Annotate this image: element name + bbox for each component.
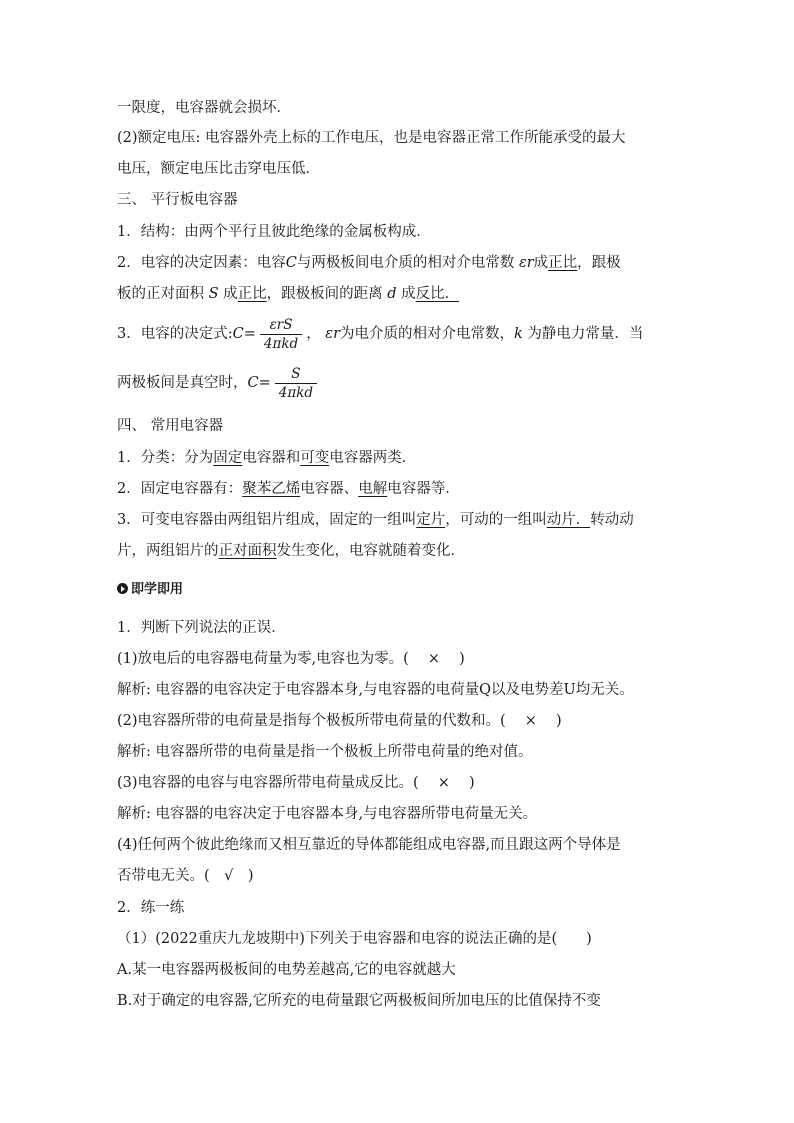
question-1-3: (3)电容器的电容与电容器所带电荷量成反比。( × ) (117, 775, 475, 791)
heading-parallel-plate-capacitor: 三、 平行板电容器 (117, 192, 238, 208)
section-practice: 即学即用 (117, 580, 687, 600)
question-1-1: (1)放电后的电容器电荷量为零,电容也为零。( × ) (117, 651, 465, 667)
answer-blank: 动片． (546, 512, 591, 528)
answer-blank: 正比 (237, 286, 267, 302)
text-line-1: 一限度，电容器就会损坏． (117, 100, 291, 116)
question-2-1: （1）(2022重庆九龙坡期中)下列关于电容器和电容的说法正确的是( ) (117, 931, 592, 947)
capacitance-formula: $\frac{\text{εrS}}{\text{4πkd}}$ (260, 316, 302, 353)
answer-blank: 正比 (548, 255, 578, 271)
play-icon (117, 583, 128, 594)
vacuum-formula: $\frac{S}{\text{4πkd}}$ (275, 365, 317, 402)
structure-line: 1．结构：由两个平行且彼此绝缘的金属板构成． (117, 224, 431, 240)
answer-blank: 正对面积 (218, 543, 277, 559)
question-1-4: (4)任何两个彼此绝缘而又相互靠近的导体都能组成电容器,而且跟这两个导体是 (117, 837, 621, 853)
formula-line: 3．电容的决定式:C= $\frac{\text{εrS}}{\text{4πkd}}$ ， εr为电介质的相对介电常数，k 为静电力常量．当 (117, 316, 644, 352)
question-1-2: (2)电容器所带的电荷量是指每个极板所带电荷量的代数和。( × ) (117, 713, 562, 729)
variable-capacitor-line-1: 3．可变电容器由两组铝片组成，固定的一组叫定片，可动的一组叫动片．转动动 (117, 512, 634, 528)
answer-blank: 聚苯乙烯 (242, 481, 301, 497)
fixed-capacitor-line: 2．固定电容器有：聚苯乙烯电容器、电解电容器等． (117, 481, 460, 497)
heading-common-capacitors: 四、 常用电容器 (117, 418, 224, 434)
option-b: B.对于确定的电容器,它所充的电荷量跟它两极板间所加电压的比值保持不变 (117, 993, 601, 1009)
answer-blank: 反比． (415, 286, 460, 302)
question-2: 2．练一练 (117, 900, 185, 916)
vacuum-formula-line: 两极板间是真空时，C= $\frac{S}{\text{4πkd}}$ (117, 363, 687, 403)
answer-blank: 固定 (213, 450, 243, 466)
classification-line: 1．分类：分为固定电容器和可变电容器两类． (117, 450, 417, 466)
question-1-4-cont: 否带电无关。( √ ) (117, 868, 254, 884)
answer-blank: 可变 (300, 450, 330, 466)
text-line-2: (2)额定电压: 电容器外壳上标的工作电压，也是电容器正常工作所能承受的最大 (117, 130, 626, 146)
question-1: 1．判断下列说法的正误． (117, 620, 286, 636)
answer-blank: 电解 (358, 481, 388, 497)
text-line-3: 电压，额定电压比击穿电压低． (117, 161, 320, 177)
answer-blank: 定片 (416, 512, 446, 528)
option-a: A.某一电容器两极板间的电势差越高,它的电容就越大 (117, 962, 456, 978)
analysis-1-1: 解析: 电容器的电容决定于电容器本身,与电容器的电荷量Q以及电势差U均无关。 (117, 682, 634, 698)
factors-line-1: 2．电容的决定因素：电容C与两极板间电介质的相对介电常数 εr成正比，跟极 (117, 255, 621, 271)
factors-line-2: 板的正对面积 S 成正比，跟极板间的距离 d 成反比． (117, 286, 460, 302)
analysis-1-2: 解析: 电容器所带的电荷量是指一个极板上所带电荷量的绝对值。 (117, 744, 533, 760)
analysis-1-3: 解析: 电容器的电容决定于电容器本身,与电容器所带电荷量无关。 (117, 806, 538, 822)
variable-capacitor-line-2: 片，两组铝片的正对面积发生变化，电容就随着变化． (117, 543, 465, 559)
